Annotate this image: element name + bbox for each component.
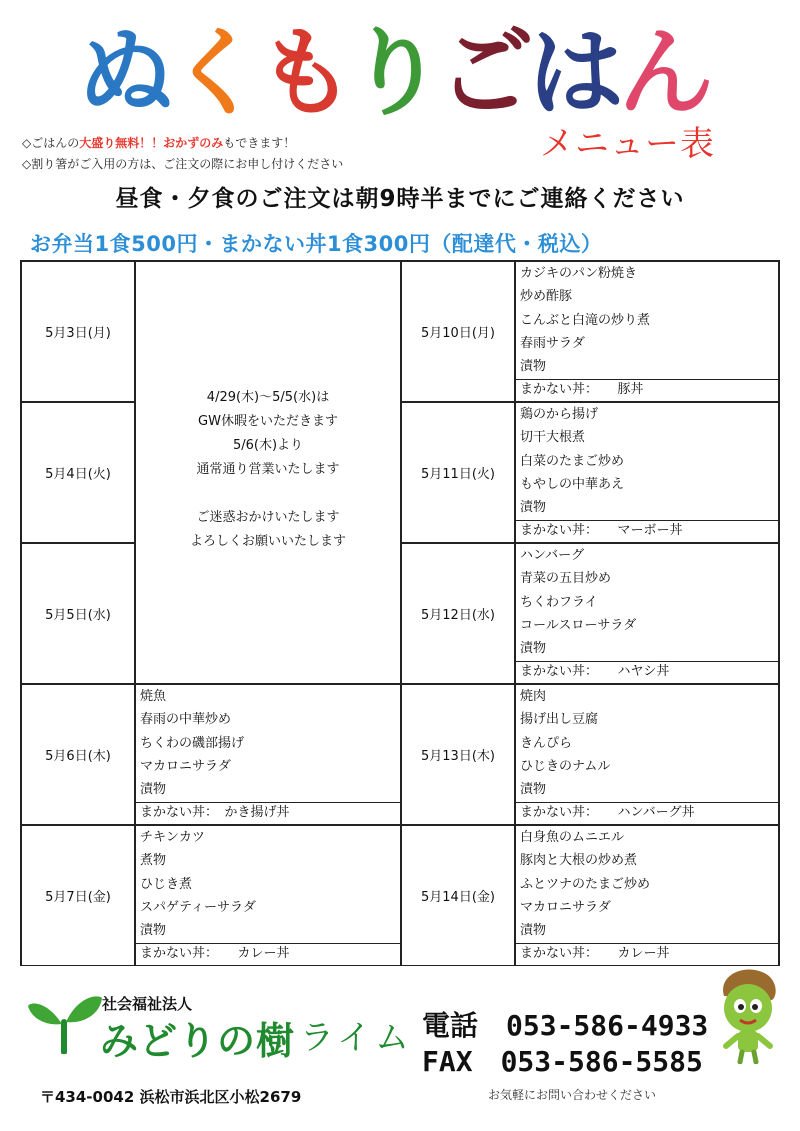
makanai-bowl: まかない丼： カレー丼 (516, 943, 778, 965)
menu-cell (135, 825, 401, 966)
note-large-serving (22, 134, 295, 151)
date-cell (401, 402, 515, 543)
menu-cell (515, 825, 779, 966)
date-label: 5月11日(火) (421, 467, 495, 482)
menu-item: ひじきのナムル (520, 758, 611, 774)
menu-item: 漬物 (140, 782, 167, 798)
date-label: 5月14日(金) (421, 890, 495, 905)
note-chopsticks: ◇割り箸がご入用の方は、ご注文の際にお申し付けください (22, 157, 344, 171)
menu-item: きんぴら (520, 735, 573, 751)
title-char: ご (438, 17, 530, 129)
menu-item: もやしの中華あえ (520, 476, 625, 492)
makanai-bowl: まかない丼： マーボー丼 (516, 520, 778, 542)
menu-item: 炒め酢豚 (520, 289, 573, 305)
menu-item: 豚肉と大根の炒め煮 (520, 853, 638, 869)
date-label: 5月3日(月) (45, 326, 111, 341)
menu-item: 青菜の五目炒め (520, 571, 612, 587)
menu-item: 漬物 (520, 923, 547, 939)
menu-cell (515, 402, 779, 543)
date-cell (21, 684, 135, 825)
menu-item: ちくわフライ (520, 594, 598, 610)
menu-item: マカロニサラダ (520, 899, 611, 915)
menu-item: 漬物 (520, 641, 547, 657)
makanai-bowl: まかない丼： ハヤシ丼 (516, 661, 778, 683)
menu-item: 焼肉 (520, 689, 547, 704)
menu-item: 春雨の中華炒め (140, 712, 232, 728)
date-label: 5月10日(月) (421, 326, 495, 341)
notice-line: ご迷惑おかけいたします (196, 510, 340, 525)
date-label: 5月4日(火) (45, 467, 111, 482)
makanai-bowl: まかない丼： 豚丼 (516, 379, 778, 401)
date-cell (21, 402, 135, 543)
date-label: 5月7日(金) (45, 890, 111, 905)
makanai-bowl: まかない丼： カレー丼 (136, 943, 400, 965)
corp-type: 社会福祉法人 (102, 995, 193, 1013)
corp-name: みどりの樹 (100, 1019, 296, 1063)
note-text: ◇ごはんの (22, 136, 80, 150)
date-cell (21, 543, 135, 684)
menu-cell (515, 543, 779, 684)
menu-item: ふとツナのたまご炒め (520, 876, 651, 892)
menu-item: ハンバーグ (520, 548, 585, 563)
menu-table (20, 260, 780, 966)
note-text: もできます！ (223, 136, 296, 150)
date-cell (401, 543, 515, 684)
notice-line: 通常通り営業いたします (196, 462, 340, 477)
price-info: お弁当1食500円・まかない丼1食300円（配達代・税込） (30, 232, 603, 256)
date-cell (401, 825, 515, 966)
notice-line (136, 482, 400, 506)
menu-item: 白菜のたまご炒め (520, 453, 625, 469)
menu-item: 漬物 (520, 782, 547, 798)
notice-line: よろしくお願いいたします (189, 534, 346, 549)
date-label: 5月6日(木) (45, 749, 111, 764)
holiday-notice (135, 261, 401, 684)
contact-note: お気軽にお問い合わせください (488, 1088, 657, 1102)
menu-item: 白身魚のムニエル (520, 830, 625, 845)
menu-item: チキンカツ (140, 830, 205, 845)
menu-item: ちくわの磯部揚げ (140, 735, 245, 751)
subtitle: メニュー表 (540, 124, 715, 164)
date-cell (401, 684, 515, 825)
menu-item: コールスローサラダ (520, 617, 637, 633)
date-cell (401, 261, 515, 402)
menu-item: 鶏のから揚げ (520, 407, 599, 422)
title-char: は (528, 17, 620, 129)
menu-cell (515, 261, 779, 402)
menu-item: 漬物 (520, 500, 547, 516)
menu-item: こんぶと白滝の炒り煮 (520, 312, 651, 328)
menu-item: カジキのパン粉焼き (520, 266, 638, 281)
title-char: り (348, 17, 440, 129)
notice-line: 5/6(木)より (232, 438, 304, 453)
menu-item: 煮物 (140, 853, 167, 869)
title-char: ぬ (78, 17, 170, 129)
menu-item: 漬物 (140, 923, 167, 939)
notice-line: GW休暇をいただきます (198, 414, 338, 429)
tree-logo-icon (26, 994, 104, 1054)
address: 〒434-0042 浜松市浜北区小松2679 (40, 1088, 302, 1106)
date-label: 5月5日(水) (45, 608, 111, 623)
makanai-bowl: まかない丼： かき揚げ丼 (136, 802, 400, 824)
phone-number: 電話 053-586-4933 (422, 1009, 709, 1042)
menu-item: 切干大根煮 (520, 430, 586, 446)
date-label: 5月12日(水) (421, 608, 495, 623)
menu-cell (515, 684, 779, 825)
date-cell (21, 825, 135, 966)
menu-item: ひじき煮 (140, 876, 193, 892)
title-char: も (258, 17, 350, 129)
mascot-icon (712, 966, 782, 1064)
note-highlight: 大盛り無料！！おかずのみ (79, 136, 224, 150)
notice-line: 4/29(木)～5/5(水)は (206, 390, 330, 405)
menu-item: 焼魚 (140, 689, 167, 704)
title-char: ん (618, 17, 710, 129)
menu-cell (135, 684, 401, 825)
menu-item: 春雨サラダ (520, 335, 585, 351)
date-cell (21, 261, 135, 402)
order-deadline: 昼食・夕食のご注文は朝9時半までにご連絡ください (115, 186, 685, 212)
makanai-bowl: まかない丼： ハンバーグ丼 (516, 802, 778, 824)
title-char: く (168, 17, 260, 129)
shop-name: ライム (300, 1018, 413, 1058)
menu-item: 漬物 (520, 359, 547, 375)
menu-item: マカロニサラダ (140, 758, 231, 774)
date-label: 5月13日(木) (421, 749, 495, 764)
menu-item: スパゲティーサラダ (140, 899, 256, 915)
title-logo (78, 18, 718, 128)
fax-number: FAX 053-586-5585 (422, 1045, 703, 1078)
menu-item: 揚げ出し豆腐 (520, 712, 599, 728)
